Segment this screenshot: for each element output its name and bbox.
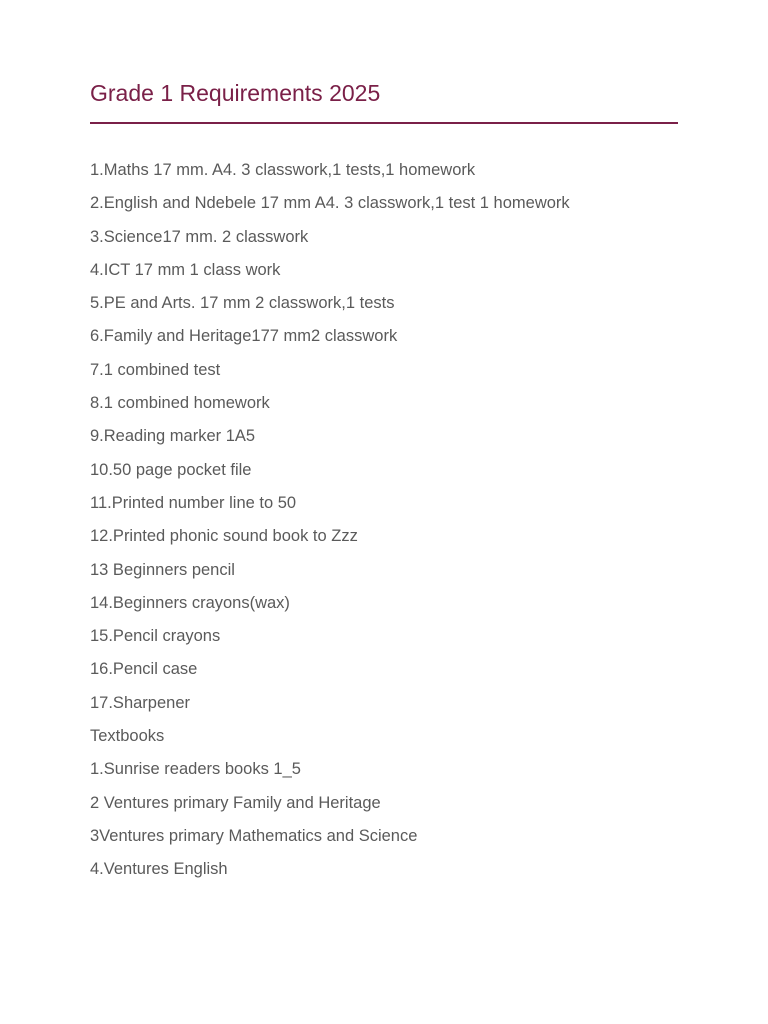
list-item: 15.Pencil crayons — [90, 627, 221, 646]
list-item: 1.Sunrise readers books 1_5 — [90, 760, 301, 779]
list-item: 9.Reading marker 1A5 — [90, 427, 256, 446]
section-heading-textbooks: Textbooks — [90, 727, 165, 746]
list-item: 3.Science17 mm. 2 classwork — [90, 227, 309, 246]
list-item: 10.50 page pocket file — [90, 460, 252, 479]
list-item: 2.English and Ndebele 17 mm A4. 3 classwork,1 test 1 homework — [90, 194, 570, 213]
list-item: 2 Ventures primary Family and Heritage — [90, 793, 381, 812]
list-item: 14.Beginners crayons(wax) — [90, 593, 290, 612]
list-item: 6.Family and Heritage177 mm2 classwork — [90, 327, 398, 346]
list-item: 4.Ventures English — [90, 860, 228, 879]
list-item: 3Ventures primary Mathematics and Science — [90, 826, 418, 845]
title-divider — [90, 122, 678, 124]
list-item: 13 Beginners pencil — [90, 560, 235, 579]
list-item: 1.Maths 17 mm. A4. 3 classwork,1 tests,1 homework — [90, 161, 476, 179]
list-item: 16.Pencil case — [90, 660, 198, 679]
page-title: Grade 1 Requirements 2025 — [90, 80, 381, 106]
list-item: 17.Sharpener — [90, 693, 190, 712]
list-item: 7.1 combined test — [90, 360, 221, 379]
list-item: 11.Printed number line to 50 — [90, 493, 297, 512]
list-item: 8.1 combined homework — [90, 394, 270, 413]
requirements-list — [90, 159, 570, 892]
list-item: 5.PE and Arts. 17 mm 2 classwork,1 tests — [90, 294, 395, 313]
list-item: 4.ICT 17 mm 1 class work — [90, 260, 281, 279]
list-item: 12.Printed phonic sound book to Zzz — [90, 527, 358, 546]
